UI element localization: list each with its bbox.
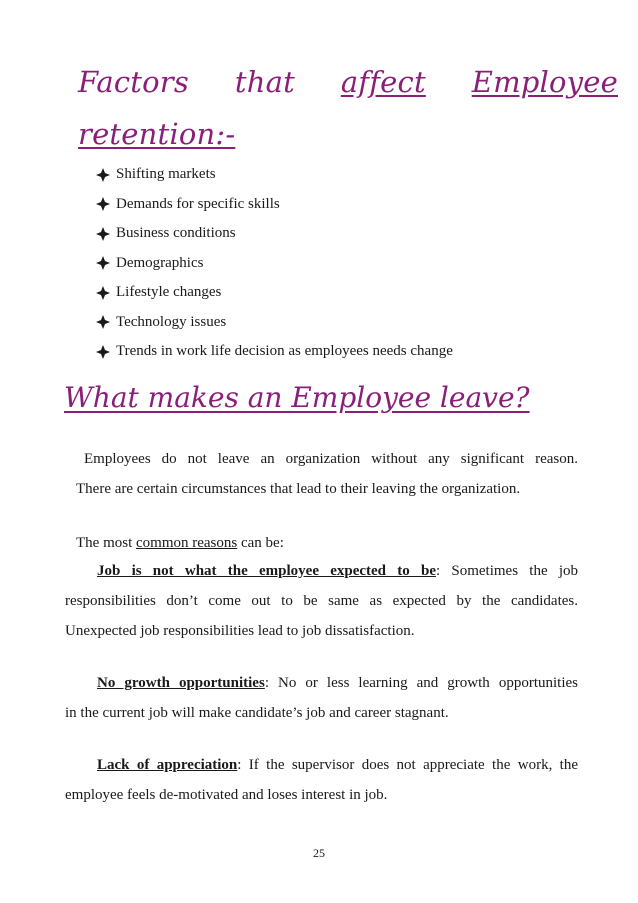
list-item <box>96 219 453 249</box>
reason-title: Job is not what the employee expected to be <box>97 563 436 579</box>
reason-body: responsibilities don’t come out to be same as expected by the candidates. Unexpected job responsibilities lead to job dissatisfaction. <box>65 593 578 639</box>
heading-word: affect <box>340 65 426 99</box>
reason-paragraph <box>65 556 578 646</box>
reason-first-line <box>65 556 578 586</box>
heading-word: Factors <box>78 65 189 99</box>
intro-paragraph <box>76 444 578 504</box>
list-item-label: Shifting markets <box>116 166 216 183</box>
list-item-label: Lifestyle changes <box>116 284 222 301</box>
intro-line: Employees do not leave an organization without any significant reason. <box>84 451 578 467</box>
list-item <box>96 160 453 190</box>
heading-word: retention:- <box>78 117 236 151</box>
intro-line: There are certain circumstances that lead to their leaving the organization. <box>76 481 521 497</box>
reason-title: Lack of appreciation <box>97 757 238 773</box>
reason-lead: : Sometimes the job <box>435 563 578 579</box>
list-item <box>96 308 453 338</box>
diamond-bullet-icon <box>96 286 110 300</box>
diamond-bullet-icon <box>96 197 110 211</box>
page-number: 25 <box>313 846 325 860</box>
heading-word: that <box>234 65 295 99</box>
reason-title: No growth opportunities <box>97 675 265 691</box>
list-item <box>96 249 453 279</box>
reason-body: in the current job will make candidate’s job and career stagnant. <box>65 705 449 721</box>
reason-paragraph <box>65 668 578 728</box>
common-reasons-term: common reasons <box>136 535 238 551</box>
reason-paragraph <box>65 750 578 810</box>
list-item <box>96 337 453 367</box>
section-heading-leave: What makes an Employee leave? <box>64 381 530 414</box>
reason-lead: : No or less learning and growth opportunities <box>264 675 578 691</box>
reason-body: employee feels de-motivated and loses interest in job. <box>65 787 388 803</box>
list-item-label: Demographics <box>116 254 204 271</box>
list-item-label: Trends in work life decision as employees needs change <box>116 343 453 360</box>
heading-line-2 <box>78 108 618 160</box>
list-item <box>96 278 453 308</box>
diamond-bullet-icon <box>96 168 110 182</box>
list-item-label: Technology issues <box>116 313 227 330</box>
factors-list <box>96 160 453 367</box>
diamond-bullet-icon <box>96 315 110 329</box>
common-reasons-line <box>76 528 284 558</box>
reason-lead: : If the supervisor does not appreciate the work, the <box>237 757 578 773</box>
list-item-label: Demands for specific skills <box>116 195 280 212</box>
heading-line-1 <box>78 56 618 108</box>
list-item-label: Business conditions <box>116 225 236 242</box>
common-prefix: The most <box>76 535 136 551</box>
reason-first-line <box>65 668 578 698</box>
reason-first-line <box>65 750 578 780</box>
diamond-bullet-icon <box>96 256 110 270</box>
list-item <box>96 190 453 220</box>
common-suffix: can be: <box>237 535 284 551</box>
diamond-bullet-icon <box>96 345 110 359</box>
heading-word: Employee <box>471 65 618 99</box>
diamond-bullet-icon <box>96 227 110 241</box>
section-heading-factors <box>78 56 618 160</box>
